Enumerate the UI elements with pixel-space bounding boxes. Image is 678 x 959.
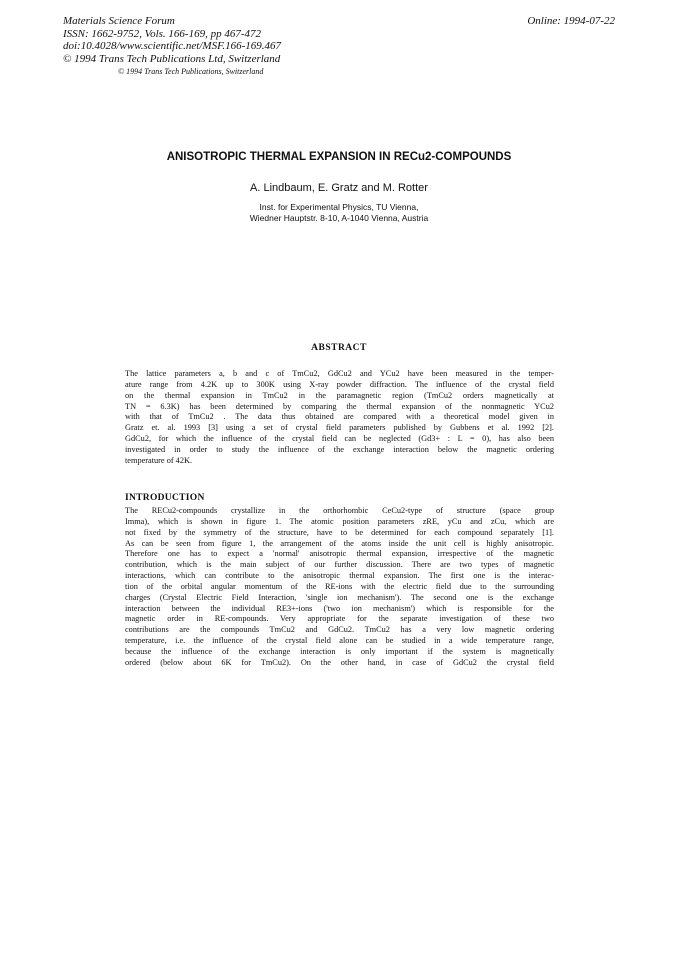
introduction-line: temperature, i.e. the influence of the crystal field alone can be studied in a wide temperature range, xyxy=(125,636,554,646)
affiliation-line: Wiedner Hauptstr. 8-10, A-1040 Vienna, Austria xyxy=(249,213,429,223)
abstract-line: on the thermal expansion in TmCu2 in the paramagnetic region (TmCu2 orders magnetically at xyxy=(125,390,554,400)
introduction-line: not fixed by the symmetry of the structure, have to be determined for each compound separately [1]. xyxy=(125,527,554,537)
abstract-line: with that of TmCu2 . The data thus obtained are compared with a theoretical model given in xyxy=(125,412,554,422)
introduction-line: contribution, which is the main subject of our further discussion. There are two types of magnetic xyxy=(125,560,554,570)
affiliation xyxy=(0,202,678,224)
abstract-body xyxy=(125,369,554,467)
introduction-heading: INTRODUCTION xyxy=(125,493,205,503)
introduction-line: interactions, which can contribute to the anisotropic thermal expansion. The first one is the interac- xyxy=(125,571,554,581)
abstract-line: ature range from 4.2K up to 300K using X-ray powder diffraction. The influence of the crystal field xyxy=(125,379,554,389)
copyright-line: © 1994 Trans Tech Publications Ltd, Switzerland xyxy=(63,52,281,65)
introduction-line: charges (Crystal Electric Field Interaction, 'single ion mechanism'). The second one is the exchange xyxy=(125,592,554,602)
introduction-line: Imma), which is shown in figure 1. The atomic position parameters zRE, yCu and zCu, which are xyxy=(125,516,554,526)
introduction-line: tion of the orbital angular momentum of the RE-ions with the electric field due to the surrounding xyxy=(125,581,554,591)
abstract-heading: ABSTRACT xyxy=(311,343,367,353)
introduction-line: The RECu2-compounds crystallize in the orthorhombic CeCu2-type of structure (space group xyxy=(125,506,554,515)
doi-line: doi:10.4028/www.scientific.net/MSF.166-169.467 xyxy=(63,40,282,52)
publisher-copyright: © 1994 Trans Tech Publications, Switzerland xyxy=(118,67,264,76)
introduction-line: ordered (below about 6K for TmCu2). On the other hand, in case of GdCu2 the crystal field xyxy=(125,657,554,667)
online-date: Online: 1994-07-22 xyxy=(527,15,615,27)
introduction-line: Therefore one has to expect a 'normal' anisotropic thermal expansion, irrespective of the magnetic xyxy=(125,549,554,559)
introduction-line: because the influence of the exchange interaction is only important if the system is magnetically xyxy=(125,646,554,656)
abstract-line: TN = 6.3K) has been determined by comparing the thermal expansion of the nonmagnetic YCu2 xyxy=(125,401,554,411)
paper-title: ANISOTROPIC THERMAL EXPANSION IN RECu2-COMPOUNDS xyxy=(166,151,512,163)
affiliation-line: Inst. for Experimental Physics, TU Vienna, xyxy=(259,202,419,212)
paper-authors: A. Lindbaum, E. Gratz and M. Rotter xyxy=(250,182,428,194)
journal-header xyxy=(63,15,281,65)
abstract-line: GdCu2, for which the influence of the crystal field can be neglected (Gd3+ : L = 0), has also been xyxy=(125,434,554,444)
introduction-line: interaction between the individual RE3+-ions ('two ion mechanism') which is responsible for the xyxy=(125,603,554,613)
abstract-line: Gratz et. al. 1993 [3] using a set of crystal field parameters published by Gubbens et al. 1992 [2]. xyxy=(125,423,554,433)
introduction-line: As can be seen from figure 1, the arrangement of the atoms inside the unit cell is highly anisotropic. xyxy=(125,538,554,548)
abstract-line: The lattice parameters a, b and c of TmCu2, GdCu2 and YCu2 have been measured in the temper- xyxy=(125,369,554,378)
introduction-line: contributions are the compounds TmCu2 and GdCu2. TmCu2 has a very low magnetic ordering xyxy=(125,625,554,635)
abstract-line: investigated in order to study the influence of the exchange interaction below the magnetic ordering xyxy=(125,444,554,454)
introduction-body xyxy=(125,506,554,669)
issn-line: ISSN: 1662-9752, Vols. 166-169, pp 467-472 xyxy=(63,27,261,40)
abstract-line: temperature of 42K. xyxy=(125,455,193,465)
introduction-line: magnetic order in RE-compounds. Very appropriate for the separate investigation of these two xyxy=(125,614,554,624)
journal-name: Materials Science Forum xyxy=(63,15,175,27)
